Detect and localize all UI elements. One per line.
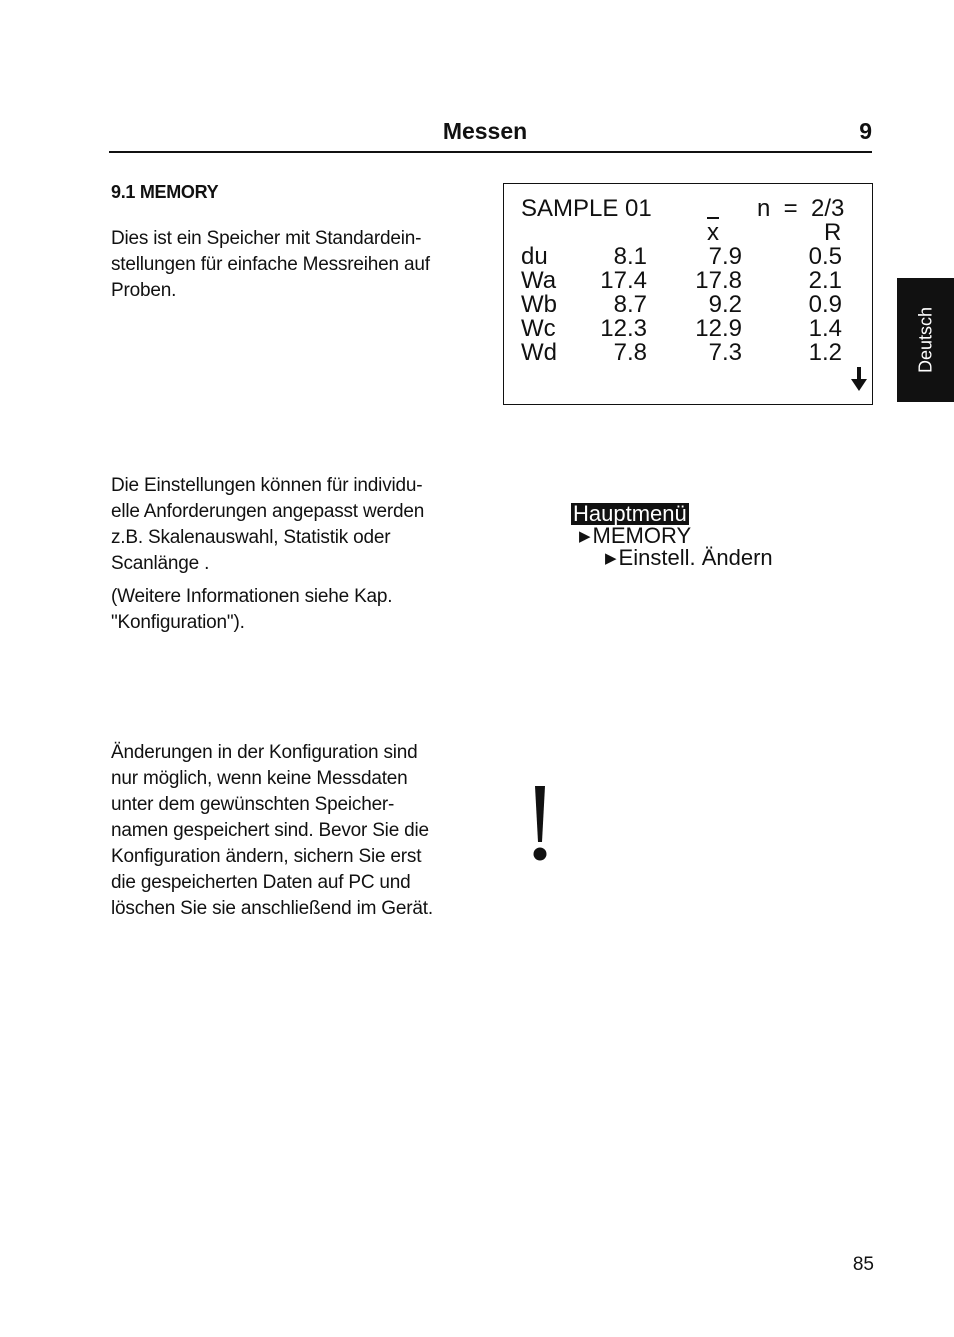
page-number: 85 — [852, 1254, 874, 1275]
row-param: Wa — [521, 267, 557, 294]
row-mean: 12.9 — [695, 315, 742, 342]
menu-item-memory-label: MEMORY — [592, 523, 692, 548]
exclamation-icon — [531, 786, 549, 862]
sample-label: SAMPLE 01 — [521, 195, 652, 222]
row-range: 1.4 — [808, 315, 842, 342]
row-param: du — [521, 243, 548, 270]
sample-count: n = 2/3 — [757, 195, 845, 222]
menu-item-settings-label: Einstell. Ändern — [618, 545, 773, 570]
language-tab-label: Deutsch — [915, 306, 935, 374]
header-rule — [109, 151, 872, 153]
row-value: 7.8 — [613, 339, 647, 366]
row-value: 8.1 — [613, 243, 647, 270]
main-menu-title: Hauptmenü — [573, 501, 687, 526]
down-arrow-icon — [849, 366, 869, 392]
language-tab — [897, 278, 954, 402]
section-heading: 9.1 MEMORY — [111, 182, 219, 202]
triangle-right-icon: ▶ — [605, 550, 617, 567]
row-mean: 7.9 — [708, 243, 742, 270]
row-mean: 7.3 — [708, 339, 742, 366]
page-header-title: Messen — [442, 118, 528, 144]
row-range: 1.2 — [808, 339, 842, 366]
row-param: Wc — [521, 315, 556, 342]
menu-item-settings — [605, 547, 773, 570]
row-param: Wb — [521, 291, 557, 318]
warning-paragraph: Änderungen in der Konfiguration sind nur möglich, wenn keine Messdaten unter dem gewünschten Speicher- namen gespeichert sind. Bevor Sie die Konfiguration ändern, sichern Sie erst die gespeicherten Daten auf PC und löschen Sie sie anschließend im Gerät. — [111, 742, 433, 919]
chapter-number: 9 — [859, 118, 872, 144]
row-range: 0.9 — [808, 291, 842, 318]
settings-paragraph: Die Einstellungen können für individu- elle Anforderungen angepasst werden z.B. Skalenauswahl, Statistik oder Scanlänge . — [111, 475, 425, 574]
row-value: 17.4 — [600, 267, 647, 294]
row-range: 2.1 — [808, 267, 842, 294]
intro-paragraph: Dies ist ein Speicher mit Standardein- stellungen für einfache Messreihen auf Proben. — [111, 228, 430, 301]
row-mean: 9.2 — [708, 291, 742, 318]
range-column-header: R — [824, 219, 842, 246]
row-mean: 17.8 — [695, 267, 742, 294]
row-value: 12.3 — [600, 315, 647, 342]
row-range: 0.5 — [808, 243, 842, 270]
more-info-paragraph: (Weitere Informationen siehe Kap. "Konfiguration"). — [111, 586, 393, 633]
triangle-right-icon: ▶ — [579, 528, 591, 545]
row-param: Wd — [521, 339, 557, 366]
row-value: 8.7 — [613, 291, 647, 318]
mean-column-header: $\overline{x}$ — [707, 219, 719, 246]
